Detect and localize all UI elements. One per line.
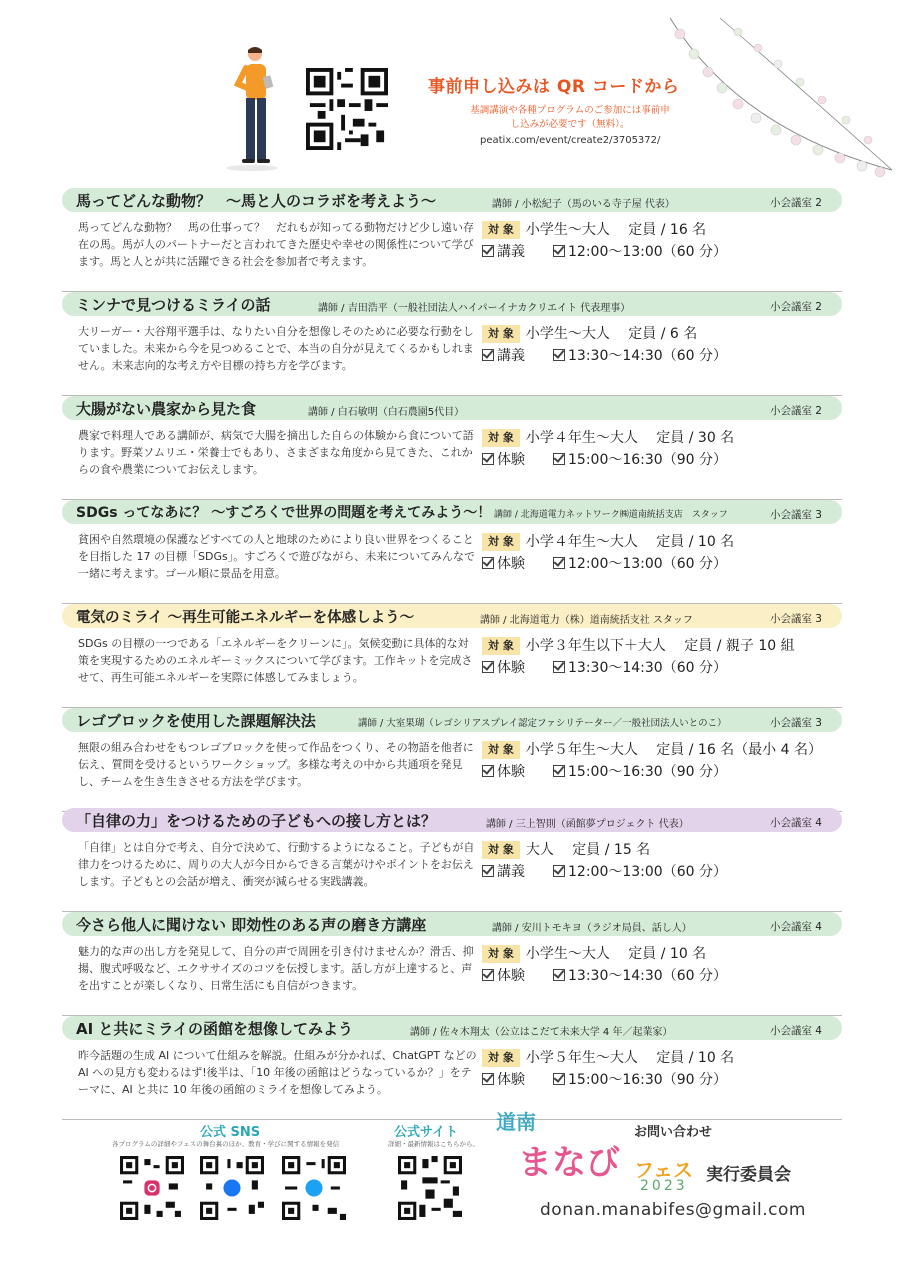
logo-year: 2023 bbox=[640, 1178, 688, 1194]
session-type: 講義 bbox=[497, 864, 525, 880]
official-site-label: 公式サイト bbox=[394, 1125, 459, 1140]
session-room: 小会議室 3 bbox=[769, 717, 822, 729]
session-time: 13:30〜14:30（60 分） bbox=[568, 968, 727, 984]
session-target: 小学生〜大人 定員 / 16 名 bbox=[525, 222, 707, 238]
session-description: 無限の組み合わせをもつレゴブロックを使って作品をつくり、その物語を他者に伝え、質問を受けるというワークショップ。多様な考えの中から共通項を発見し、チームを生き生きさせる方法を学びます。 bbox=[78, 741, 474, 788]
session-lecturer: 講師 / 吉田浩平（一般社団法人ハイパーイナカクリエイト 代表理事） bbox=[318, 303, 631, 314]
logo-fes: フェス bbox=[634, 1158, 693, 1182]
checkbox-icon bbox=[553, 557, 565, 569]
session-horse bbox=[62, 188, 842, 292]
session-sdgs bbox=[62, 500, 842, 604]
session-target: 小学３年生以下＋大人 定員 / 親子 10 組 bbox=[525, 638, 795, 654]
session-time: 15:00〜16:30（90 分） bbox=[568, 452, 727, 468]
session-type: 講義 bbox=[497, 244, 525, 260]
session-title: 電気のミライ 〜再生可能エネルギーを体感しよう〜 bbox=[76, 610, 415, 626]
checkbox-icon bbox=[482, 865, 494, 877]
checkbox-icon bbox=[553, 969, 565, 981]
session-info bbox=[482, 1047, 842, 1091]
twitter-qr-code[interactable] bbox=[282, 1156, 346, 1220]
session-room: 小会議室 2 bbox=[769, 197, 822, 209]
session-voice bbox=[62, 912, 842, 1016]
session-lecturer: 講師 / 三上智則（函館夢プロジェクト 代表） bbox=[486, 819, 689, 830]
checkbox-icon bbox=[482, 349, 494, 361]
session-time: 12:00〜13:00（60 分） bbox=[568, 244, 727, 260]
session-room: 小会議室 2 bbox=[769, 405, 822, 417]
session-ai bbox=[62, 1016, 842, 1120]
session-target: 小学５年生〜大人 定員 / 10 名 bbox=[525, 1050, 735, 1066]
twitter-icon bbox=[302, 1176, 303, 1177]
session-title: 大腸がない農家から見た食 bbox=[76, 400, 257, 418]
session-description: 昨今話題の生成 AI について仕組みを解説。仕組みが分かれば、ChatGPT などの AI への見方も変わるはず!後半は、「10 年後の函館はどうなっているか？」をテーマに、AI と共に 10 年後の函館のミライを想像してみよう。 bbox=[78, 1049, 477, 1096]
session-title: 馬ってどんな動物？ 〜馬と人のコラボを考えよう〜 bbox=[76, 192, 437, 210]
light-garland-decoration bbox=[660, 10, 900, 200]
checkbox-icon bbox=[482, 1073, 494, 1085]
session-description: 農家で料理人である講師が、病気で大腸を摘出した自らの体験から食について語ります。野菜ソムリエ・栄養士でもあり、さまざまな角度から見てきた、これからの食や農業についてお伝えします。 bbox=[78, 429, 474, 476]
session-description: 魅力的な声の出し方を発見して、自分の声で周囲を引き付けませんか？滑舌、抑揚、腹式呼吸など、エクササイズのコツを伝授します。話し方が上達すると、声を出すことが楽しくなり、日常生活にも自信がつきます。 bbox=[78, 945, 474, 992]
target-label: 対 象 bbox=[482, 533, 520, 551]
session-room: 小会議室 4 bbox=[769, 1025, 822, 1037]
session-type: 体験 bbox=[497, 764, 525, 780]
session-title: ミンナで見つけるミライの話 bbox=[76, 296, 271, 314]
session-info bbox=[482, 323, 842, 367]
session-info bbox=[482, 219, 842, 263]
target-label: 対 象 bbox=[482, 841, 520, 859]
session-time: 15:00〜16:30（90 分） bbox=[568, 1072, 727, 1088]
logo-manabi: まなび bbox=[518, 1143, 620, 1183]
target-label: 対 象 bbox=[482, 429, 520, 447]
logo-donan: 道南 bbox=[496, 1110, 536, 1134]
target-label: 対 象 bbox=[482, 741, 520, 759]
contact-email[interactable]: donan.manabifes@gmail.com bbox=[540, 1200, 806, 1220]
checkbox-icon bbox=[482, 661, 494, 673]
session-time: 15:00〜16:30（90 分） bbox=[568, 764, 727, 780]
session-room: 小会議室 3 bbox=[769, 613, 822, 625]
checkbox-icon bbox=[553, 245, 565, 257]
registration-title: 事前申し込みは QR コードから bbox=[428, 77, 680, 97]
session-title: 今さら他人に聞けない 即効性のある声の磨き方講座 bbox=[76, 916, 427, 934]
session-info bbox=[482, 943, 842, 987]
checkbox-icon bbox=[553, 865, 565, 877]
session-time: 12:00〜13:00（60 分） bbox=[568, 864, 727, 880]
target-label: 対 象 bbox=[482, 221, 520, 239]
checkbox-icon bbox=[553, 661, 565, 673]
checkbox-icon bbox=[482, 453, 494, 465]
session-future-talk bbox=[62, 292, 842, 396]
session-lego bbox=[62, 708, 842, 812]
session-target: 小学生〜大人 定員 / 6 名 bbox=[525, 326, 698, 342]
session-room: 小会議室 4 bbox=[769, 921, 822, 933]
session-type: 体験 bbox=[497, 1072, 525, 1088]
registration-note: 基調講演や各種プログラムのご参加には事前申し込みが必要です（無料）。 bbox=[470, 105, 670, 130]
facebook-qr-code[interactable] bbox=[200, 1156, 264, 1220]
checkbox-icon bbox=[482, 245, 494, 257]
session-lecturer: 講師 / 安川トモキヨ（ラジオ局員、話し人） bbox=[492, 923, 692, 934]
session-lecturer: 講師 / 小松紀子（馬のいる寺子屋 代表） bbox=[492, 199, 675, 210]
session-food bbox=[62, 396, 842, 500]
official-sns-note: 各プログラムの詳細やフェスの舞台裏のほか、教育・学びに関する情報を発信 bbox=[112, 1140, 340, 1148]
session-type: 体験 bbox=[497, 556, 525, 572]
session-title: レゴブロックを使用した課題解決法 bbox=[76, 712, 316, 730]
official-sns-label: 公式 SNS bbox=[200, 1125, 261, 1140]
session-target: 小学生〜大人 定員 / 10 名 bbox=[525, 946, 707, 962]
facebook-icon bbox=[220, 1176, 221, 1177]
session-title: AI と共にミライの函館を想像してみよう bbox=[76, 1020, 353, 1038]
session-title: 「自律の力」をつけるための子どもへの接し方とは？ bbox=[76, 812, 437, 830]
session-time: 13:30〜14:30（60 分） bbox=[568, 348, 727, 364]
checkbox-icon bbox=[553, 453, 565, 465]
session-target: 小学５年生〜大人 定員 / 16 名（最小 4 名） bbox=[525, 742, 822, 758]
checkbox-icon bbox=[482, 969, 494, 981]
checkbox-icon bbox=[553, 349, 565, 361]
session-lecturer: 講師 / 北海道電力ネットワーク㈱道南統括支店 スタッフ bbox=[494, 510, 728, 520]
session-energy bbox=[62, 604, 842, 708]
committee-label: 実行委員会 bbox=[706, 1165, 791, 1185]
session-description: 馬ってどんな動物？ 馬の仕事って？ だれもが知ってる動物だけど少し遠い存在の馬。馬が人のパートナーだと言われてきた歴史や幸せの関係性について学びます。馬と人とが共に活躍できる社会を参加者で考えます。 bbox=[78, 221, 474, 268]
official-site-note: 詳細・最新情報はこちらから。 bbox=[388, 1140, 479, 1148]
target-label: 対 象 bbox=[482, 325, 520, 343]
session-room: 小会議室 2 bbox=[769, 301, 822, 313]
session-lecturer: 講師 / 北海道電力（株）道南統括支社 スタッフ bbox=[480, 615, 693, 626]
session-info bbox=[482, 635, 842, 679]
session-info bbox=[482, 739, 842, 783]
session-room: 小会議室 3 bbox=[769, 509, 822, 521]
session-info bbox=[482, 427, 842, 471]
target-label: 対 象 bbox=[482, 1049, 520, 1067]
session-description: 貧困や自然環境の保護などすべての人と地球のためにより良い世界をつくることを目指した 17 の目標「SDGs」。すごろくで遊びながら、未来についてみんなで一緒に考えます。ゴール順に景品を用意。 bbox=[78, 533, 475, 580]
session-target: 小学４年生〜大人 定員 / 10 名 bbox=[525, 534, 735, 550]
session-description: SDGs の目標の一つである「エネルギーをクリーンに」。気候変動に具体的な対策を実現するためのエネルギーミックスについて学びます。工作キットを完成させて、再生可能エネルギーを実際に体感してみましょう。 bbox=[78, 637, 473, 684]
session-lecturer: 講師 / 白石敏明（白石農園5代目） bbox=[308, 407, 465, 418]
session-lecturer: 講師 / 大室果瑚（レゴシリアスプレイ認定ファシリテーター／一般社団法人いとのこ） bbox=[358, 718, 727, 729]
target-label: 対 象 bbox=[482, 637, 520, 655]
session-type: 体験 bbox=[497, 452, 525, 468]
instagram-qr-code[interactable] bbox=[120, 1156, 184, 1220]
instagram-icon bbox=[140, 1176, 141, 1177]
divider bbox=[62, 1119, 842, 1120]
session-target: 大人 定員 / 15 名 bbox=[525, 842, 651, 858]
session-title: SDGs ってなあに？ 〜すごろくで世界の問題を考えてみよう〜！ bbox=[76, 505, 492, 521]
target-label: 対 象 bbox=[482, 945, 520, 963]
checkbox-icon bbox=[482, 557, 494, 569]
session-lecturer: 講師 / 佐々木翔太（公立はこだて未来大学 4 年／起業家） bbox=[410, 1027, 673, 1038]
registration-url[interactable]: peatix.com/event/create2/3705372/ bbox=[480, 135, 661, 146]
session-time: 12:00〜13:00（60 分） bbox=[568, 556, 727, 572]
contact-label: お問い合わせ bbox=[634, 1125, 713, 1140]
session-info bbox=[482, 839, 842, 883]
session-type: 講義 bbox=[497, 348, 525, 364]
session-target: 小学４年生〜大人 定員 / 30 名 bbox=[525, 430, 735, 446]
session-type: 体験 bbox=[497, 660, 525, 676]
qr-code-registration[interactable] bbox=[306, 68, 388, 150]
session-info bbox=[482, 531, 842, 575]
checkbox-icon bbox=[553, 765, 565, 777]
session-type: 体験 bbox=[497, 968, 525, 984]
person-illustration bbox=[222, 44, 282, 172]
checkbox-icon bbox=[482, 765, 494, 777]
official-site-qr-code[interactable] bbox=[398, 1156, 462, 1220]
session-self-discipline bbox=[62, 808, 842, 912]
session-description: 大リーガー・大谷翔平選手は、なりたい自分を想像しそのために必要な行動をしていました。未来から今を見つめることで、本当の自分が見えてくるかもしれません。未来志向的な考え方や目標の持ち方を学びます。 bbox=[78, 325, 474, 372]
session-room: 小会議室 4 bbox=[769, 817, 822, 829]
session-time: 13:30〜14:30（60 分） bbox=[568, 660, 727, 676]
checkbox-icon bbox=[553, 1073, 565, 1085]
session-description: 「自律」とは自分で考え、自分で決めて、行動するようになること。子どもが自律力をつけるために、周りの大人が今日からできる言葉がけやポイントをお伝えします。子どもとの会話が増え、衝突が減らせる実践講義。 bbox=[78, 841, 475, 888]
